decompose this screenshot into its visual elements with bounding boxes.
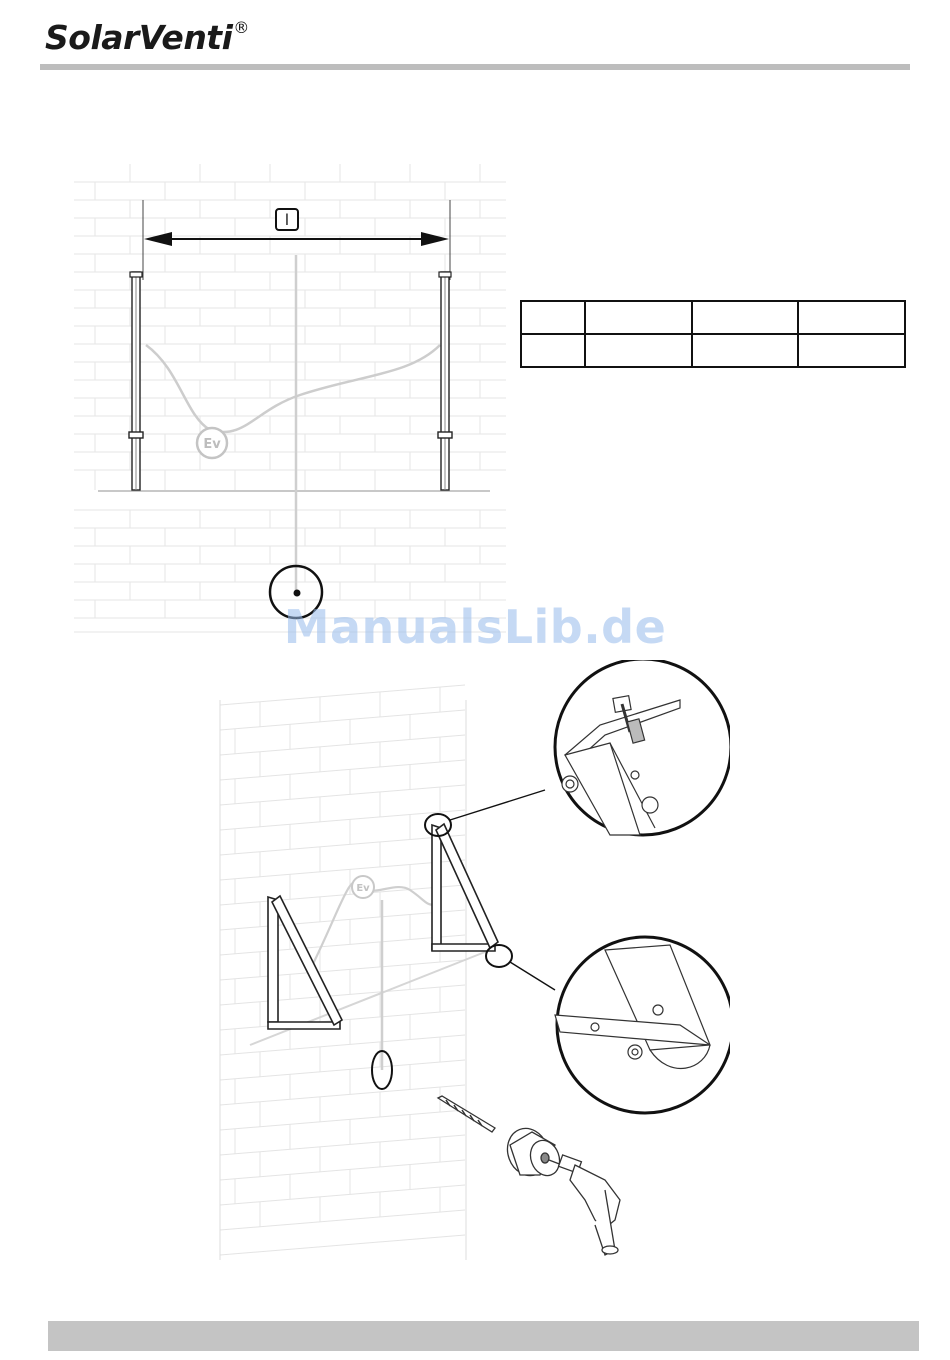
bracket-left <box>129 272 143 490</box>
core-drill-icon <box>501 1123 564 1182</box>
table-cell <box>521 334 585 367</box>
registered-mark: ® <box>233 18 249 37</box>
table-row <box>521 301 905 334</box>
hole-center <box>294 590 301 597</box>
ev-device-label: Ev <box>203 437 221 452</box>
cable-perspective <box>310 882 435 970</box>
triangle-bracket-left <box>268 896 342 1029</box>
figure-front-view <box>70 160 510 640</box>
leader-line-top <box>450 790 545 820</box>
table-cell <box>521 301 585 334</box>
table-cell <box>798 334 905 367</box>
brand-name: SolarVenti <box>45 18 233 57</box>
table-cell <box>585 301 692 334</box>
cable <box>146 345 440 432</box>
bracket-right <box>438 272 452 490</box>
detail-marker-bottom <box>486 945 512 967</box>
table-cell <box>585 334 692 367</box>
table-row <box>521 334 905 367</box>
floor-line <box>250 950 490 1045</box>
dimension-arrow <box>144 232 449 246</box>
footer-bar <box>48 1321 919 1351</box>
spec-table <box>520 300 906 368</box>
table-cell <box>692 334 799 367</box>
detail-callout-bottom <box>555 937 730 1113</box>
power-drill-icon <box>559 1155 620 1255</box>
figure-perspective-view <box>210 660 730 1265</box>
table-cell <box>692 301 799 334</box>
detail-callout-top <box>555 660 730 835</box>
leader-line-bottom <box>510 962 555 990</box>
brick-wall-perspective <box>220 685 466 1260</box>
table-cell <box>798 301 905 334</box>
watermark: ManualsLib.de <box>283 600 667 654</box>
header-divider <box>40 64 910 70</box>
dimension-label: l <box>284 211 290 229</box>
triangle-bracket-right <box>432 824 498 951</box>
brand-logo <box>45 18 249 57</box>
ev-device-label-perspective: Ev <box>356 883 370 894</box>
